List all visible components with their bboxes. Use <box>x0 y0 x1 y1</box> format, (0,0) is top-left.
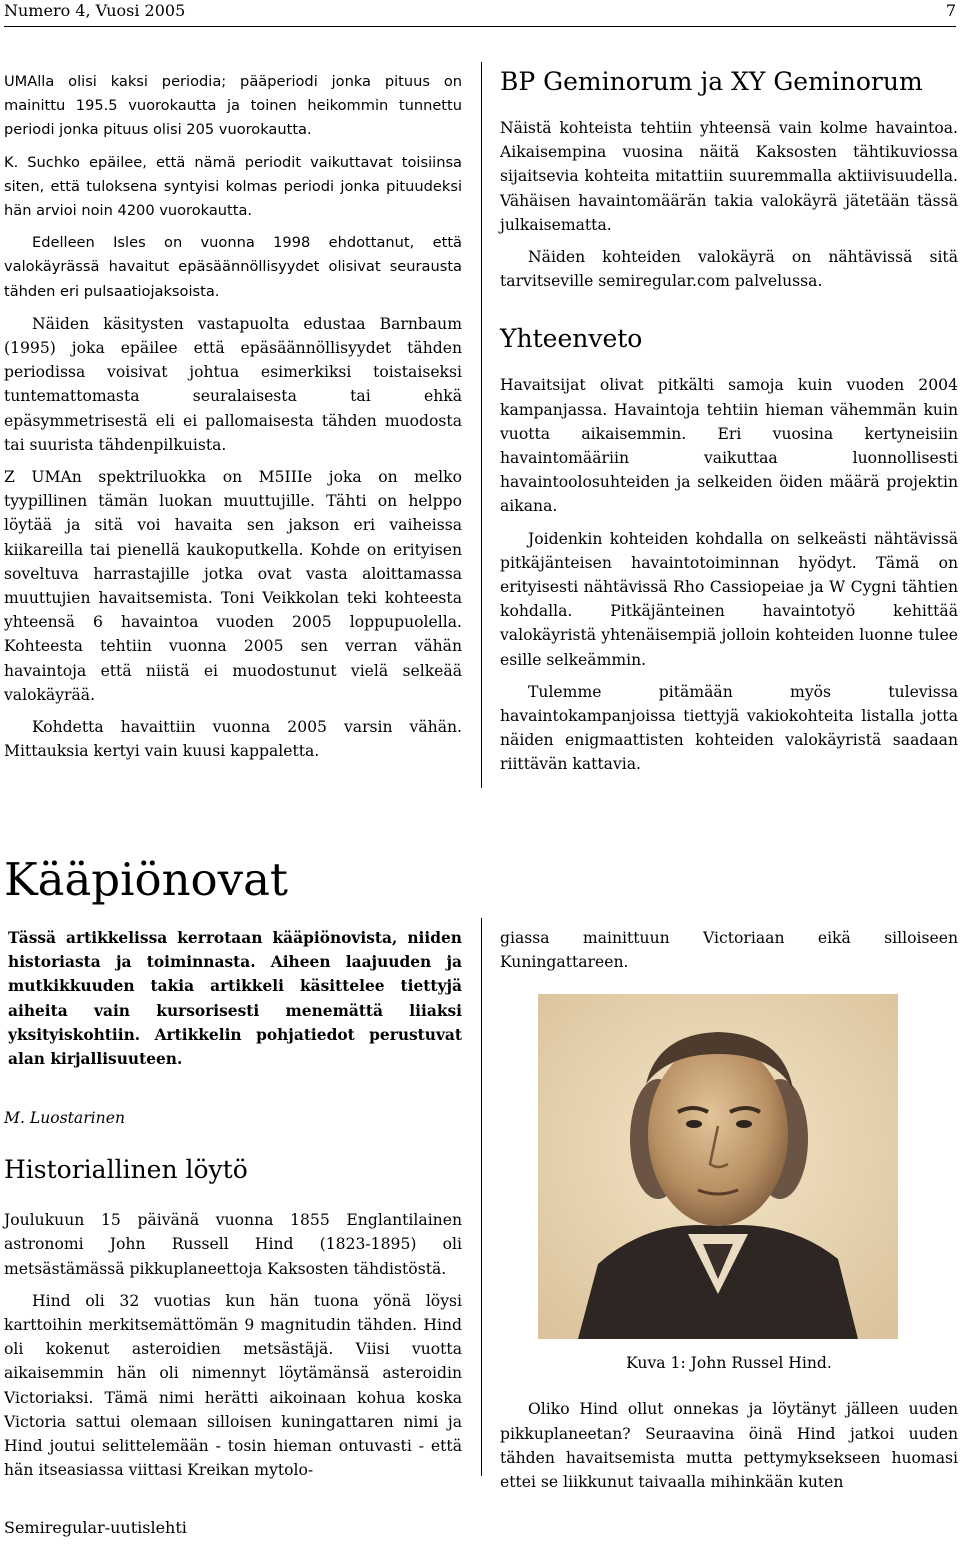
section-heading: BP Geminorum ja XY Geminorum <box>500 67 923 96</box>
left-column-bottom <box>4 926 462 1482</box>
issue-label: Numero 4, Vuosi 2005 <box>4 1 186 20</box>
column-divider <box>481 62 482 788</box>
paragraph: Näistä kohteista tehtiin yhteensä vain kolme havaintoa. Aikaisempina vuosina näitä Kaksosten tähtikuviossa sijaitsevia kohteita mitattiin suuremmalla aktiivisuudella. Vähäisen havaintomäärän takia valokäyrä jätetään tässä julkaisematta. <box>500 119 958 234</box>
section-heading: Yhteenveto <box>500 324 643 354</box>
article-abstract: Tässä artikkelissa kerrotaan kääpiönovista, niiden historiasta ja toiminnasta. Aiheen laajuuden ja mutkikkuuden takia artikkeli käsittelee tiettyjä aiheita vain kursorisesti menemättä liiaksi yksityiskohtiin. Artikkelin pohjatiedot perustuvat alan kirjallisuuteen. <box>8 929 462 1069</box>
article-title: Kääpiönovat <box>4 853 288 906</box>
paragraph: giassa mainittuun Victoriaan eikä silloiseen Kuningattareen. <box>500 929 958 972</box>
column-divider <box>481 918 482 1476</box>
paragraph: Näiden käsitysten vastapuolta edustaa Barnbaum (1995) joka epäilee että epäsäännöllisyydet tähden periodissa voisivat johtua esimerkiksi toistaiseksi tuntemattomasta seuralaisesta tai ehkä epäsymmetrisestä eli ei pallomaisesta tähden muodosta tai suurista tähdenpilkuista. <box>4 314 462 454</box>
paragraph: Näiden kohteiden valokäyrä on nähtävissä sitä tarvitseville semiregular.com palvelussa. <box>500 248 958 291</box>
paragraph: Z UMAn spektriluokka on M5IIIe joka on melko tyypillinen tämän luokan muuttujille. Tähti on helppo löytää ja sitä voi havaita sen jakson eri vaiheissa kiikareilla tai pienellä kaukoputkella. Kohde on erityisen soveltuva harrastajille jotka ovat vasta aloittamassa muuttujien havaitsemista. Toni Veikkolan teki kohteesta yhteensä 6 havaintoa vuoden 2005 loppupuolella. Kohteesta tehtiin vuonna 2005 sen verran vähän havaintoja että niistä ei muodostunut vielä selkeää valokäyrää. <box>4 468 462 704</box>
paragraph: Hind oli 32 vuotias kun hän tuona yönä löysi karttoihin merkitsemättömän 9 magnitudin tähden. Hind oli kokenut asteroidien metsästäjä. Viisi vuotta aikaisemmin hän oli nimennyt löytämänsä asteroidin Victoriaksi. Tämä nimi herätti aikoinaan kohua koska Victoria sattui olemaan silloisen kuningattaren nimi ja Hind joutui selittelemään - tosin hieman ontuvasti - että hän itseasiassa viittasi Kreikan mytolo- <box>4 1291 462 1480</box>
right-column-bottom <box>500 926 958 1494</box>
paragraph: Havaitsijat olivat pitkälti samoja kuin vuoden 2004 kampanjassa. Havaintoja tehtiin hieman vähemmän kuin vuotta aikaisemmin. Eri vuosina kertyneisiin havaintomääriin vaikuttaa luonnollisesti havaintoolosuhteiden ja selkeiden öiden määrä projektin aikana. <box>500 376 958 516</box>
section-heading: Historiallinen löytö <box>4 1155 248 1185</box>
paragraph: Tulemme pitämään myös tulevissa havaintokampanjoissa tiettyjä vakiokohteita listalla jotta näiden enigmaattisten kohteiden valokäyristä saadaan riittävän kattavia. <box>500 682 958 774</box>
paragraph: UMAlla olisi kaksi periodia; pääperiodi jonka pituus on mainittu 195.5 vuorokautta ja toinen heikommin tunnettu periodi jonka pituus olisi 205 vuorokautta. <box>4 73 462 139</box>
author-name: M. Luostarinen <box>4 1109 125 1128</box>
left-column-top <box>4 70 462 763</box>
paragraph: Joidenkin kohteiden kohdalla on selkeästi nähtävissä pitkäjänteisen havaintotoiminnan hyödyt. Tämä on erityisesti nähtävissä Rho Cassiopeiae ja W Cygni tähtien kohdalla. Pitkäjänteinen havaintotyö kehittää valokäyristä yhtenäisempiä jolloin kohteiden luonne tulee esille selkeämmin. <box>500 529 958 669</box>
page-number: 7 <box>945 1 956 20</box>
page-footer: Semiregular-uutislehti <box>4 1518 187 1537</box>
figure-caption: Kuva 1: John Russel Hind. <box>626 1354 832 1373</box>
portrait-photo <box>538 994 898 1339</box>
page-header <box>4 0 956 27</box>
paragraph: Joulukuun 15 päivänä vuonna 1855 Englantilainen astronomi John Russell Hind (1823-1895) oli metsästämässä pikkuplaneettoja Kaksosten tähdistöstä. <box>4 1211 462 1278</box>
paragraph: Oliko Hind ollut onnekas ja löytänyt jälleen uuden pikkuplaneetan? Seuraavina öinä Hind jatkoi uuden tähden havaitsemista mutta pettymyksekseen huomasi ettei se liikkunut taivaalla mihinkään kuten <box>500 1400 958 1492</box>
paragraph: Edelleen Isles on vuonna 1998 ehdottanut, että valokäyrässä havaitut epäsäännöllisyydet olisivat seurausta tähden eri pulsaatiojaksoista. <box>4 234 462 300</box>
paragraph: Kohdetta havaittiin vuonna 2005 varsin vähän. Mittauksia kertyi vain kuusi kappaletta. <box>4 718 462 761</box>
right-column-top <box>500 66 958 777</box>
paragraph: K. Suchko epäilee, että nämä periodit vaikuttavat toisiinsa siten, että tuloksena syntyisi kolmas periodi jonka pituudeksi hän arvioi noin 4200 vuorokautta. <box>4 153 462 220</box>
